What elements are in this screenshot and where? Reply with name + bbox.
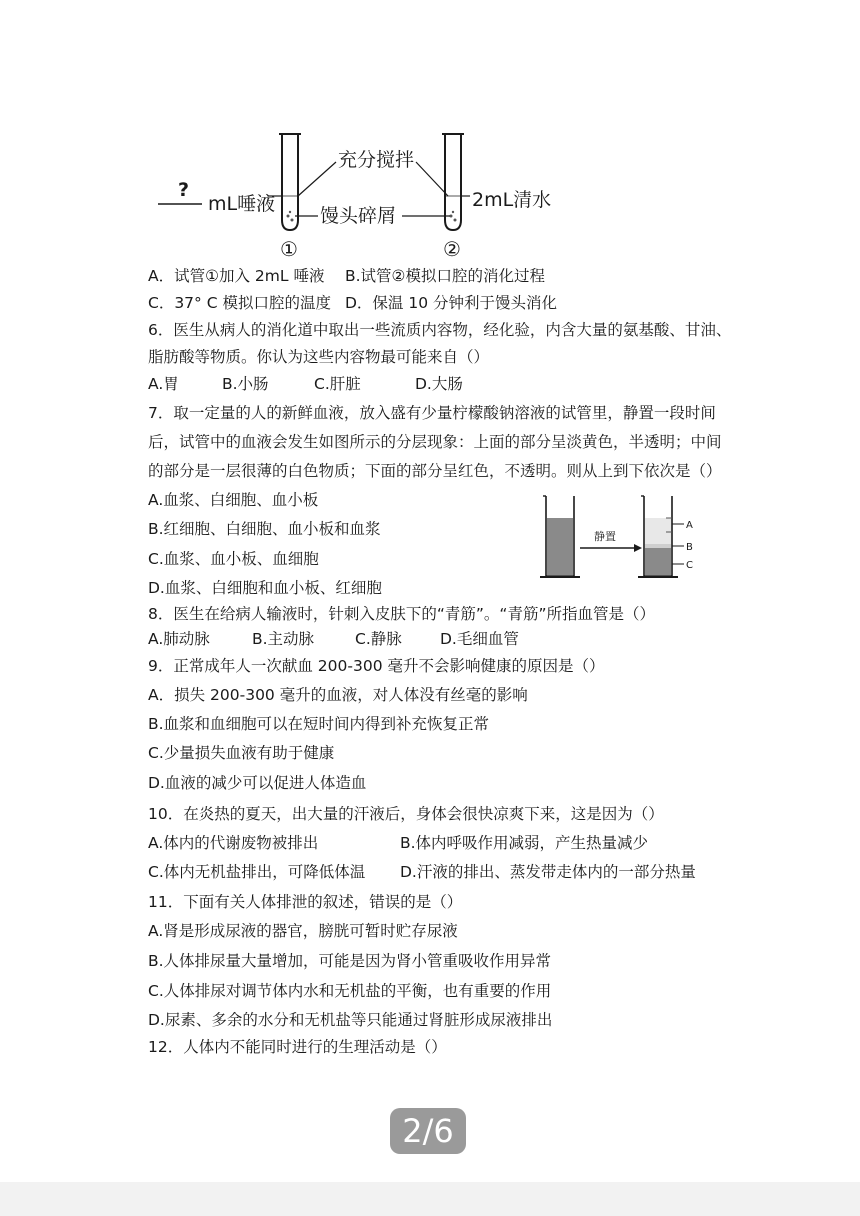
q10-stem: 10．在炎热的夏天，出大量的汗液后，身体会很快凉爽下来，这是因为（） (148, 805, 664, 823)
q9-option-a: A．损失 200-300 毫升的血液，对人体没有丝毫的影响 (148, 686, 528, 704)
q12-stem: 12．人体内不能同时进行的生理活动是（） (148, 1038, 447, 1056)
q6-stem-line-2: 脂肪酸等物质。你认为这些内容物最可能来自（） (148, 348, 490, 366)
q6-option-c: C.肝脏 (314, 375, 361, 393)
q8-option-c: C.静脉 (355, 630, 402, 648)
settle-arrow-label: 静置 (594, 530, 616, 543)
q6-option-a: A.胃 (148, 375, 179, 393)
question-mark-label: ? (178, 179, 190, 201)
q8-option-b: B.主动脉 (252, 630, 315, 648)
cylinder-before (540, 496, 580, 577)
q10-option-d: D.汗液的排出、蒸发带走体内的一部分热量 (400, 863, 696, 881)
cylinder-after (638, 496, 678, 577)
test-tube-figure (150, 126, 750, 266)
q8-option-d: D.毛细血管 (440, 630, 519, 648)
stir-label: 充分搅拌 (338, 149, 415, 171)
q9-option-c: C.少量损失血液有助于健康 (148, 744, 335, 762)
blood-layering-figure (538, 488, 713, 584)
q9-option-d: D.血液的减少可以促进人体造血 (148, 774, 367, 792)
tube-1-number: ① (280, 237, 298, 261)
bread-label: 馒头碎屑 (320, 205, 397, 227)
q7-stem-line-2: 后，试管中的血液会发生如图所示的分层现象：上面的部分呈淡黄色，半透明；中间 (148, 433, 722, 451)
q7-option-a: A.血浆、白细胞、血小板 (148, 491, 319, 509)
q7-stem-line-1: 7．取一定量的人的新鲜血液，放入盛有少量柠檬酸钠溶液的试管里，静置一段时间 (148, 404, 716, 422)
q11-stem: 11．下面有关人体排泄的叙述，错误的是（） (148, 893, 463, 911)
q5-option-b: B.试管②模拟口腔的消化过程 (345, 267, 545, 285)
q7-option-b: B.红细胞、白细胞、血小板和血浆 (148, 520, 381, 538)
q8-option-a: A.肺动脉 (148, 630, 210, 648)
q9-stem: 9．正常成年人一次献血 200-300 毫升不会影响健康的原因是（） (148, 657, 605, 675)
water-label: 2mL清水 (472, 189, 552, 211)
layer-b-label: B (686, 542, 693, 553)
q7-option-c: C.血浆、血小板、血细胞 (148, 550, 319, 568)
q11-option-d: D.尿素、多余的水分和无机盐等只能通过肾脏形成尿液排出 (148, 1011, 553, 1029)
q11-option-a: A.肾是形成尿液的器官，膀胱可暂时贮存尿液 (148, 922, 458, 940)
saliva-label: mL唾液 (208, 193, 276, 215)
q6-option-b: B.小肠 (222, 375, 269, 393)
q11-option-b: B.人体排尿量大量增加，可能是因为肾小管重吸收作用异常 (148, 952, 552, 970)
q10-option-b: B.体内呼吸作用减弱，产生热量减少 (400, 834, 649, 852)
q10-option-a: A.体内的代谢废物被排出 (148, 834, 319, 852)
q7-stem-line-3: 的部分是一层很薄的白色物质；下面的部分呈红色，不透明。则从上到下依次是（） (148, 462, 722, 480)
layer-c-label: C (686, 560, 693, 571)
q11-option-c: C.人体排尿对调节体内水和无机盐的平衡，也有重要的作用 (148, 982, 552, 1000)
q7-option-d: D.血浆、白细胞和血小板、红细胞 (148, 579, 382, 597)
q5-option-d: D．保温 10 分钟利于馒头消化 (345, 294, 558, 312)
q5-option-a: A．试管①加入 2mL 唾液 (148, 267, 325, 285)
bottom-bar (0, 1182, 860, 1216)
q8-stem: 8．医生在给病人输液时，针刺入皮肤下的“青筋”。“青筋”所指血管是（） (148, 605, 655, 623)
q5-option-c: C．37° C 模拟口腔的温度 (148, 294, 331, 312)
page-indicator: 2/6 (390, 1108, 466, 1154)
layer-a-label: A (686, 520, 693, 531)
q9-option-b: B.血浆和血细胞可以在短时间内得到补充恢复正常 (148, 715, 490, 733)
q6-option-d: D.大肠 (415, 375, 463, 393)
q10-option-c: C.体内无机盐排出，可降低体温 (148, 863, 366, 881)
tube-2-number: ② (443, 237, 461, 261)
q6-stem-line-1: 6．医生从病人的消化道中取出一些流质内容物，经化验，内含大量的氨基酸、甘油、 (148, 321, 732, 339)
